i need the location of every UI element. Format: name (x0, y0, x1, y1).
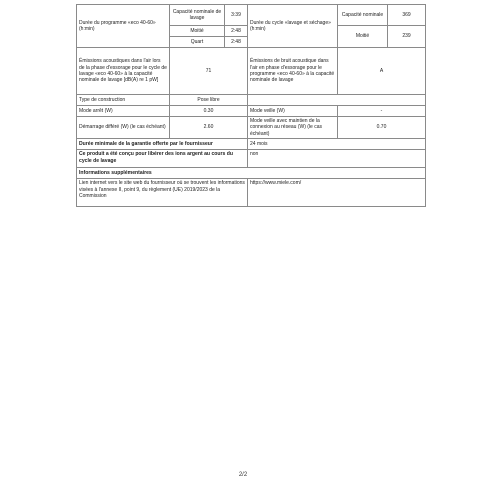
construction-type-label: Type de construction (77, 95, 170, 106)
table-row (77, 95, 426, 106)
wd-half-label: Moitié (338, 26, 388, 48)
silver-ions-value: non (248, 150, 426, 168)
quarter-label: Quart (170, 37, 225, 48)
table-row (77, 117, 426, 139)
off-mode-value: 0.30 (170, 106, 248, 117)
page-number: 2/2 (238, 472, 248, 478)
delay-start-label: Démarrage différé (W) (le cas échéant) (77, 117, 170, 139)
networked-standby-value: 0.70 (338, 117, 426, 139)
product-info-table (76, 4, 426, 207)
noise-class-label: Émissions de bruit acoustique dans l'air en phase d'essorage pour le programme «eco 40-60» à la capacité nominale de lavage (248, 48, 338, 95)
noise-class-value: A (338, 48, 426, 95)
additional-info-heading: Informations supplémentaires (77, 168, 426, 179)
warranty-value: 24 mois (248, 139, 426, 150)
table-row (77, 106, 426, 117)
noise-emission-value: 71 (170, 48, 248, 95)
supplier-link-label: Lien internet vers le site web du fournisseur où se trouvent les informations visées à l'annexe II, point 9, du règlement (UE) 2019/2023 de la Commission (77, 179, 248, 207)
warranty-label: Durée minimale de la garantie offerte par le fournisseur (77, 139, 248, 150)
silver-ions-label: Ce produit a été conçu pour libérer des ions argent au cours du cycle de lavage (77, 150, 248, 168)
standby-mode-label: Mode veille (W) (248, 106, 338, 117)
supplier-link-value: https://www.miele.com/ (248, 179, 426, 207)
wash-dry-duration-label: Durée du cycle «lavage et séchage» (h:min) (248, 5, 338, 48)
delay-start-value: 2.60 (170, 117, 248, 139)
wd-half-value: 239 (388, 26, 426, 48)
half-value: 2:48 (225, 26, 248, 37)
capacity-value: 3:39 (225, 5, 248, 26)
quarter-value: 2:48 (225, 37, 248, 48)
table-row (77, 48, 426, 95)
capacity-label: Capacité nominale de lavage (170, 5, 225, 26)
programme-duration-label: Durée du programme «eco 40-60» (h:min) (77, 5, 170, 48)
wd-capacity-label: Capacité nominale (338, 5, 388, 26)
table-row (77, 179, 426, 207)
standby-mode-value: - (338, 106, 426, 117)
noise-emission-label: Émissions acoustiques dans l'air lors de la phase d'essorage pour le cycle de lavage «eco 40-60» à la capacité nominale de lavage [dB(A) re 1 pW] (77, 48, 170, 95)
wd-capacity-value: 369 (388, 5, 426, 26)
networked-standby-label: Mode veille avec maintien de la connexion au réseau (W) (le cas échéant) (248, 117, 338, 139)
empty-cell (248, 95, 426, 106)
table-row (77, 139, 426, 150)
table-row (77, 150, 426, 168)
half-label: Moitié (170, 26, 225, 37)
table-row (77, 5, 426, 26)
off-mode-label: Mode arrêt (W) (77, 106, 170, 117)
table-row (77, 168, 426, 179)
construction-type-value: Pose libre (170, 95, 248, 106)
